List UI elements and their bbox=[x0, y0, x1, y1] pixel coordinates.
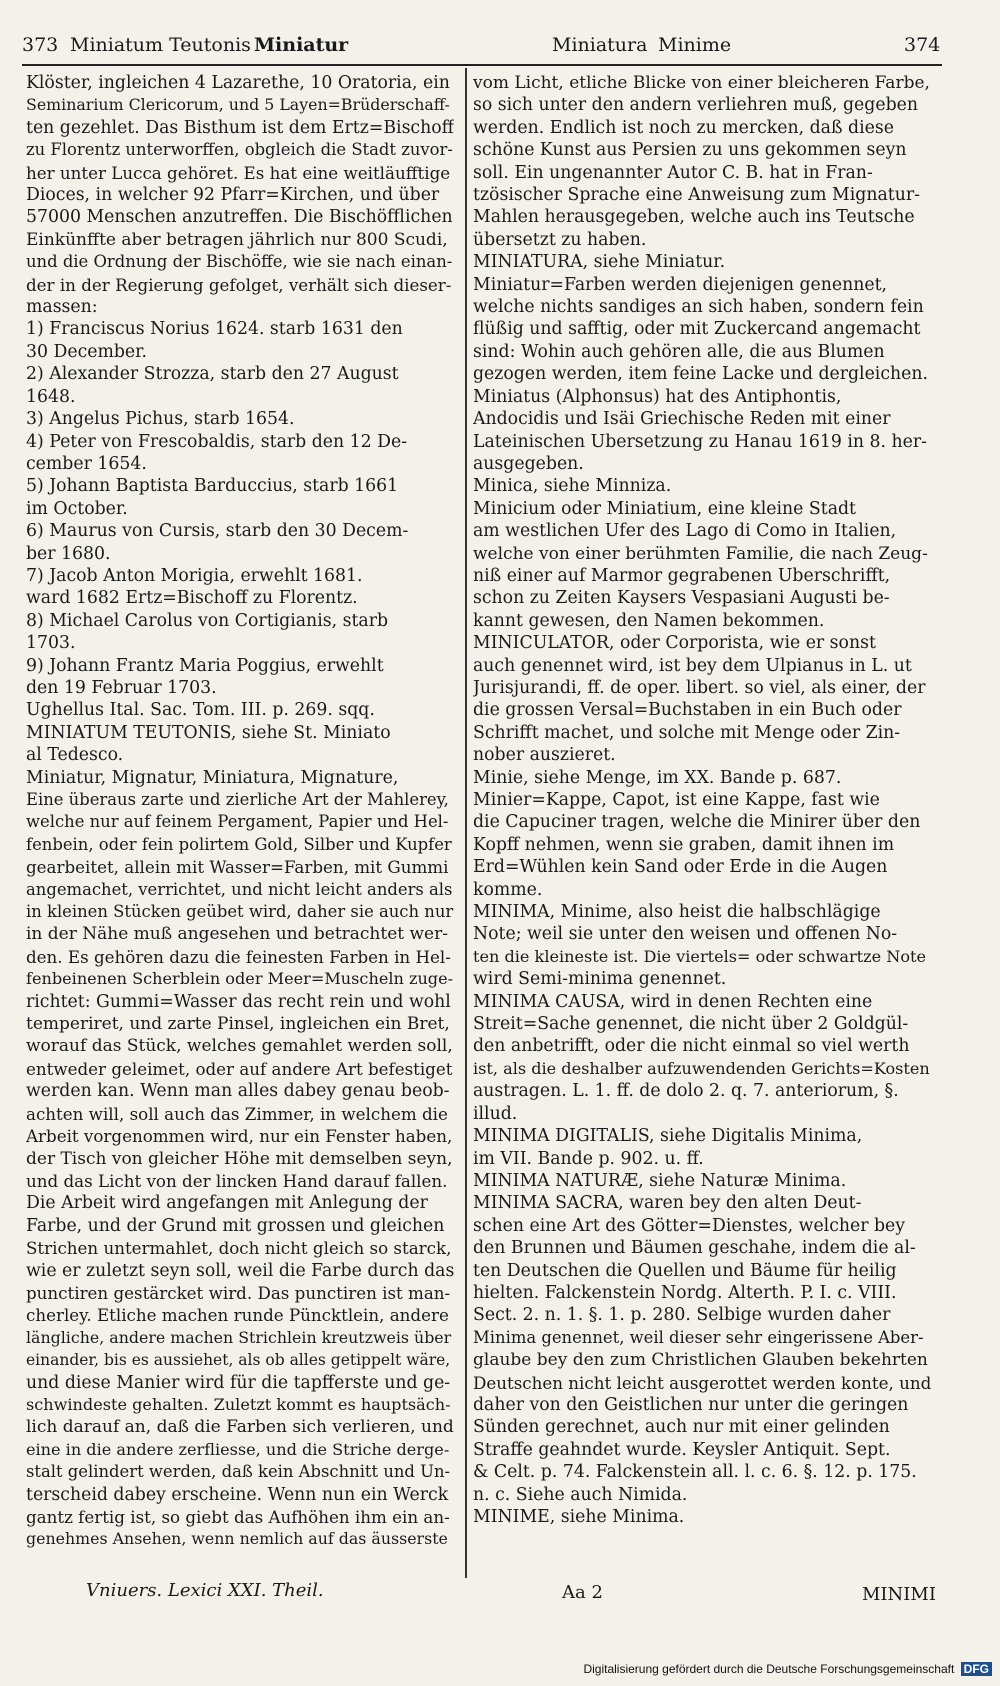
text-line: hielten. Falckenstein Nordg. Alterth. P. I. c. VIII. bbox=[473, 1282, 897, 1303]
text-line: schon zu Zeiten Kaysers Vespasiani Augusti be- bbox=[473, 588, 890, 609]
text-line: Minier=Kappe, Capot, ist eine Kappe, fast wie bbox=[473, 790, 880, 810]
text-line: den Brunnen und Bäumen geschahe, indem die al- bbox=[473, 1238, 916, 1259]
text-line: Arbeit vorgenommen wird, nur ein Fenster haben, bbox=[26, 1126, 453, 1147]
text-line: Andocidis und Isäi Griechische Reden mit einer bbox=[473, 409, 891, 430]
text-line: MINIMA SACRA, waren bey den alten Deut- bbox=[473, 1193, 862, 1214]
text-line: welche von einer berühmten Familie, die nach Zeug- bbox=[473, 543, 928, 564]
header-rule bbox=[22, 64, 942, 66]
text-line: ward 1682 Ertz=Bischoff zu Florentz. bbox=[26, 588, 358, 609]
text-line: ber 1680. bbox=[26, 543, 111, 564]
text-line: MINIME, siehe Minima. bbox=[473, 1507, 685, 1527]
header-left-title: Miniatum Teutonis bbox=[70, 34, 251, 56]
text-line: ten gezehlet. Das Bisthum ist dem Ertz=Bischoff bbox=[26, 117, 454, 138]
text-line: einander, bis es aussiehet, als ob alles getippelt wäre, bbox=[26, 1351, 451, 1370]
text-line: fenbein, oder fein polirtem Gold, Silber und Kupfer bbox=[26, 834, 452, 854]
text-line: 1) Franciscus Norius 1624. starb 1631 den bbox=[26, 319, 403, 340]
left-column bbox=[26, 72, 454, 1551]
text-line: Einkünffte aber betragen jährlich nur 800 Scudi, bbox=[26, 229, 448, 250]
text-line: 7) Jacob Anton Morigia, erwehlt 1681. bbox=[26, 565, 363, 586]
text-line: 6) Maurus von Cursis, starb den 30 Decem- bbox=[26, 521, 409, 542]
text-line: 1703. bbox=[26, 633, 76, 654]
text-line: komme. bbox=[473, 879, 543, 900]
text-line: Miniatus (Alphonsus) hat des Antiphontis, bbox=[473, 386, 842, 407]
text-line: ausgegeben. bbox=[473, 453, 584, 474]
text-line: MINIMA CAUSA, wird in denen Rechten eine bbox=[473, 991, 873, 1012]
text-line: Erd=Wühlen kein Sand oder Erde in die Augen bbox=[473, 857, 888, 878]
text-line: schöne Kunst aus Persien zu uns gekommen seyn bbox=[473, 140, 907, 161]
text-line: Minicium oder Miniatium, eine kleine Stadt bbox=[473, 498, 856, 519]
text-line: wie er zuletzt seyn soll, weil die Farbe durch das bbox=[26, 1260, 454, 1281]
text-line: al Tedesco. bbox=[26, 745, 124, 766]
text-line: glaube bey den zum Christlichen Glauben bekehrten bbox=[473, 1350, 928, 1371]
text-line: MINICULATOR, oder Corporista, wie er sonst bbox=[473, 633, 876, 654]
text-line: schen eine Art des Götter=Dienstes, welcher bey bbox=[473, 1215, 906, 1236]
text-line: gezogen werden, item feine Lacke und dergleichen. bbox=[473, 364, 928, 385]
text-line: n. c. Siehe auch Nimida. bbox=[473, 1484, 688, 1505]
text-line: Streit=Sache genennet, die nicht über 2 Goldgül- bbox=[473, 1014, 909, 1035]
header-right-title: Miniatura bbox=[552, 34, 648, 56]
text-line: Ughellus Ital. Sac. Tom. III. p. 269. sqq. bbox=[26, 700, 375, 721]
text-line: Farbe, und der Grund mit grossen und gleichen bbox=[26, 1215, 445, 1236]
text-line: Dioces, in welcher 92 Pfarr=Kirchen, und über bbox=[26, 185, 440, 206]
text-line: ten Deutschen die Quellen und Bäume für heilig bbox=[473, 1260, 897, 1281]
text-line: & Celt. p. 74. Falckenstein all. l. c. 6. §. 12. p. 175. bbox=[473, 1462, 917, 1483]
text-line: werden kan. Wenn man alles dabey genau beob- bbox=[26, 1081, 450, 1102]
text-line: Sect. 2. n. 1. §. 1. p. 280. Selbige wurden daher bbox=[473, 1305, 891, 1326]
text-line: welche nur auf feinem Pergament, Papier und Hel- bbox=[26, 812, 449, 832]
text-line: MINIMA DIGITALIS, siehe Digitalis Minima, bbox=[473, 1126, 863, 1147]
text-line: den. Es gehören dazu die feinesten Farben in Hel- bbox=[26, 946, 451, 967]
text-line: Straffe geahndet wurde. Keysler Antiquit. Sept. bbox=[473, 1439, 891, 1460]
text-line: nober auszieret. bbox=[473, 745, 616, 766]
text-line: lich darauf an, daß die Farben sich verlieren, und bbox=[26, 1417, 454, 1438]
signature-mark: Aa 2 bbox=[562, 1582, 603, 1603]
text-line: Seminarium Clericorum, und 5 Layen=Brüderschaff- bbox=[26, 95, 450, 115]
text-line: cember 1654. bbox=[26, 453, 147, 474]
dfg-logo: DFG bbox=[961, 1662, 992, 1676]
text-line: 8) Michael Carolus von Cortigianis, starb bbox=[26, 610, 389, 631]
text-line: MINIMA NATURÆ, siehe Naturæ Minima. bbox=[473, 1170, 847, 1191]
text-line: Jurisjurandi, ff. de oper. libert. so viel, als einer, der bbox=[473, 677, 926, 698]
text-line: Miniatur, Mignatur, Miniatura, Mignature, bbox=[26, 767, 399, 788]
text-line: kannt gewesen, den Namen bekommen. bbox=[473, 610, 825, 631]
text-line: Minima genennet, weil dieser sehr eingerissene Aber- bbox=[473, 1327, 924, 1347]
digitization-credit bbox=[583, 1662, 992, 1676]
right-column bbox=[473, 72, 931, 1528]
text-line: auch genennet wird, ist bey dem Ulpianus in L. ut bbox=[473, 655, 912, 676]
page-number-right: 374 bbox=[904, 34, 941, 56]
text-line: 5) Johann Baptista Barduccius, starb 1661 bbox=[26, 476, 399, 497]
page-footer bbox=[22, 1580, 942, 1612]
text-line: Deutschen nicht leicht ausgerottet werden konte, und bbox=[473, 1372, 931, 1393]
text-line: vom Licht, etliche Blicke von einer bleicheren Farbe, bbox=[473, 73, 930, 93]
text-line: Miniatur=Farben werden diejenigen genennet, bbox=[473, 274, 888, 295]
text-line: eine in die andere zerfliesse, und die Striche derge- bbox=[26, 1439, 450, 1459]
text-line: fenbeinenen Scherblein oder Meer=Muscheln zuge- bbox=[26, 969, 454, 989]
text-line: 30 December. bbox=[26, 341, 148, 362]
text-line: gearbeitet, allein mit Wasser=Farben, mit Gummi bbox=[26, 857, 449, 878]
text-line: und die Ordnung der Bischöffe, wie sie nach einan- bbox=[26, 252, 453, 272]
text-line: illud. bbox=[473, 1103, 518, 1124]
page-number-left: 373 bbox=[22, 34, 59, 56]
text-line: längliche, andere machen Strichlein kreutzweis über bbox=[26, 1327, 452, 1347]
credit-text: Digitalisierung gefördert durch die Deutsche Forschungsgemeinschaft bbox=[583, 1662, 955, 1676]
text-line: im October. bbox=[26, 498, 128, 519]
text-line: 4) Peter von Frescobaldis, starb den 12 De- bbox=[26, 431, 408, 452]
text-line: cherley. Etliche machen runde Püncktlein, andere bbox=[26, 1305, 449, 1326]
text-line: worauf das Stück, welches gemahlet werden soll, bbox=[26, 1036, 453, 1057]
text-line: Eine überaus zarte und zierliche Art der Mahlerey, bbox=[26, 790, 449, 809]
text-line: am westlichen Ufer des Lago di Como in Italien, bbox=[473, 521, 897, 542]
text-line: stalt gelindert werden, daß kein Abschnitt und Un- bbox=[26, 1462, 451, 1482]
text-line: austragen. L. 1. ff. de dolo 2. q. 7. anteriorum, §. bbox=[473, 1081, 899, 1102]
text-line: Strichen untermahlet, doch nicht gleich so starck, bbox=[26, 1238, 452, 1259]
text-line: die Capuciner tragen, welche die Minirer über den bbox=[473, 812, 921, 833]
text-line: im VII. Bande p. 902. u. ff. bbox=[473, 1148, 704, 1169]
column-divider bbox=[465, 68, 467, 1578]
text-line: entweder geleimet, oder auf andere Art befestiget bbox=[26, 1058, 453, 1079]
text-line: Schrifft machet, und solche mit Menge oder Zin- bbox=[473, 722, 901, 743]
text-line: und diese Manier wird für die tapfferste und ge- bbox=[26, 1372, 451, 1393]
text-line: den anbetrifft, oder die nicht einmal so viel werth bbox=[473, 1036, 910, 1057]
text-line: Note; weil sie unter den weisen und offenen No- bbox=[473, 924, 898, 945]
text-line: werden. Endlich ist noch zu mercken, daß diese bbox=[473, 117, 894, 138]
volume-footer: Vniuers. Lexici XXI. Theil. bbox=[86, 1580, 324, 1601]
running-header bbox=[22, 26, 942, 62]
text-line: Minica, siehe Minniza. bbox=[473, 476, 672, 497]
text-line: und das Licht von der lincken Hand darauf fallen. bbox=[26, 1170, 448, 1191]
text-line: Sünden gerechnet, auch nur mit einer gelinden bbox=[473, 1417, 890, 1438]
text-line: in der Nähe muß angesehen und betrachtet wer- bbox=[26, 924, 448, 945]
text-line: soll. Ein ungenannter Autor C. B. hat in Fran- bbox=[473, 162, 873, 183]
text-line: ten die kleineste ist. Die viertels= oder schwartze Note bbox=[473, 946, 927, 966]
text-line: MINIATUM TEUTONIS, siehe St. Miniato bbox=[26, 722, 391, 743]
text-line: 3) Angelus Pichus, starb 1654. bbox=[26, 409, 295, 430]
text-line: schwindeste gehalten. Zuletzt kommt es hauptsäch- bbox=[26, 1394, 451, 1414]
text-line: Minie, siehe Menge, im XX. Bande p. 687. bbox=[473, 767, 842, 788]
text-line: Mahlen herausgegeben, welche auch ins Teutsche bbox=[473, 207, 915, 228]
catchword: MINIMI bbox=[862, 1584, 936, 1605]
text-line: Klöster, ingleichen 4 Lazarethe, 10 Oratoria, ein bbox=[26, 73, 450, 93]
text-line: gantz fertig ist, so giebt das Aufhöhen ihm ein an- bbox=[26, 1507, 450, 1527]
text-line: temperiret, und zarte Pinsel, ingleichen ein Bret, bbox=[26, 1014, 450, 1035]
text-line: angemachet, verrichtet, und nicht leicht anders als bbox=[26, 879, 453, 899]
text-line: der Tisch von gleicher Höhe mit demselben seyn, bbox=[26, 1148, 453, 1169]
text-line: der in der Regierung gefolget, verhält sich dieser- bbox=[26, 274, 452, 295]
header-right-keyword: Minime bbox=[658, 34, 732, 56]
text-line: übersetzt zu haben. bbox=[473, 229, 647, 250]
text-line: Die Arbeit wird angefangen mit Anlegung der bbox=[26, 1193, 428, 1214]
text-line: richtet: Gummi=Wasser das recht rein und wohl bbox=[26, 991, 451, 1012]
text-line: massen: bbox=[26, 297, 98, 318]
text-line: genehmes Ansehen, wenn nemlich auf das äusserste bbox=[26, 1529, 448, 1549]
text-line: achten will, soll auch das Zimmer, in welchem die bbox=[26, 1103, 448, 1124]
text-line: 9) Johann Frantz Maria Poggius, erwehlt bbox=[26, 655, 384, 676]
text-line: flüßig und safftig, oder mit Zuckercand angemacht bbox=[473, 319, 921, 340]
text-line: MINIMA, Minime, also heist die halbschlägige bbox=[473, 902, 881, 923]
text-line: terscheid dabey erscheine. Wenn nun ein Werck bbox=[26, 1484, 449, 1505]
text-line: 57000 Menschen anzutreffen. Die Bischöfflichen bbox=[26, 207, 453, 228]
text-line: ist, als die deshalber aufzuwendenden Gerichts=Kosten bbox=[473, 1058, 930, 1078]
text-line: wird Semi-minima genennet. bbox=[473, 969, 727, 990]
text-line: die grossen Versal=Buchstaben in ein Buch oder bbox=[473, 700, 902, 721]
text-line: 1648. bbox=[26, 386, 76, 407]
text-line: punctiren gestärcket wird. Das punctiren ist man- bbox=[26, 1282, 451, 1303]
text-line: zu Florentz unterworffen, obgleich die Stadt zuvor- bbox=[26, 140, 453, 160]
text-line: sind: Wohin auch gehören alle, die aus Blumen bbox=[473, 341, 885, 362]
text-line: niß einer auf Marmor gegrabenen Uberschrifft, bbox=[473, 565, 891, 586]
header-left-keyword: Miniatur bbox=[254, 34, 349, 56]
text-line: 2) Alexander Strozza, starb den 27 August bbox=[26, 364, 399, 385]
text-line: tzösischer Sprache eine Anweisung zum Mignatur- bbox=[473, 185, 920, 206]
text-line: Kopff nehmen, wenn sie graben, damit ihnen im bbox=[473, 834, 895, 855]
text-line: Lateinischen Ubersetzung zu Hanau 1619 in 8. her- bbox=[473, 431, 927, 452]
text-line: so sich unter den andern verliehren muß, gegeben bbox=[473, 95, 918, 116]
text-line: daher von den Geistlichen nur unter die geringen bbox=[473, 1394, 909, 1415]
text-line: in kleinen Stücken geübet wird, daher sie auch nur bbox=[26, 902, 454, 922]
text-line: MINIATURA, siehe Miniatur. bbox=[473, 252, 726, 273]
text-line: den 19 Februar 1703. bbox=[26, 677, 217, 698]
text-line: her unter Lucca gehöret. Es hat eine weitläufftige bbox=[26, 162, 451, 183]
text-line: welche nichts sandiges an sich haben, sondern fein bbox=[473, 297, 924, 318]
